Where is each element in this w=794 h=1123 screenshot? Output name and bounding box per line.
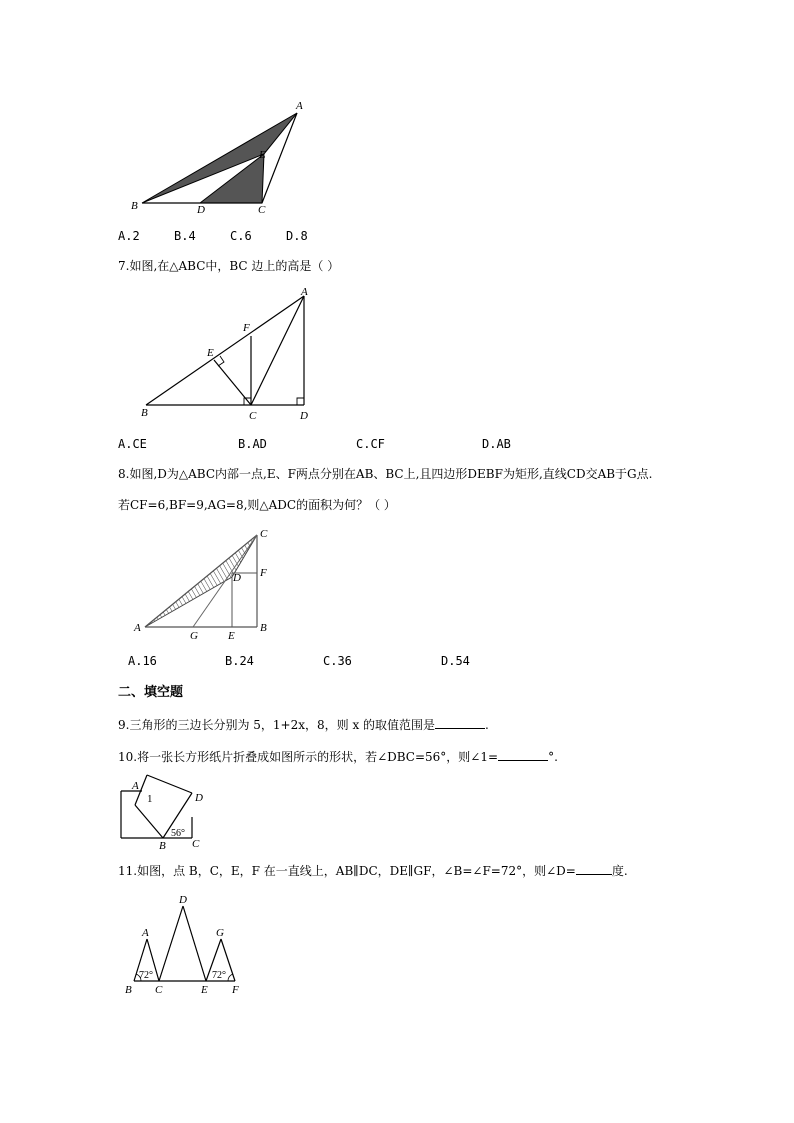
- q7-label-f: F: [243, 322, 250, 334]
- q8-option-d: D.54: [441, 654, 470, 668]
- q7-question: 7.如图,在△ABC中，BC 边上的高是（ ）: [118, 259, 340, 273]
- q6-option-c: C.6: [230, 229, 252, 243]
- q11-text-before: 11.如图，点 B，C，E，F 在一直线上，AB∥DC，DE∥GF，∠B=∠F=72°，则∠D=: [118, 864, 576, 878]
- q10-label-a: A: [132, 780, 139, 792]
- q6-label-e: E: [259, 149, 266, 161]
- q7-option-c: C.CF: [356, 437, 385, 451]
- q11-label-a: A: [142, 927, 149, 939]
- q7-label-a: A: [301, 286, 308, 298]
- q11-label-c: C: [155, 984, 163, 996]
- q9-text-before: 9.三角形的三边长分别为 5，1+2x，8，则 x 的取值范围是: [118, 718, 436, 732]
- q7-figure: [136, 286, 321, 426]
- q10-label-d: D: [195, 792, 203, 804]
- q7-label-b: B: [141, 407, 148, 419]
- q11-answer-blank[interactable]: [576, 862, 612, 875]
- q7-label-e: E: [207, 347, 214, 359]
- q10-text-after: °.: [548, 750, 558, 764]
- q11-text-after: 度.: [611, 864, 628, 878]
- section-heading-fill-in: 二、填空题: [118, 685, 184, 700]
- q9-question: [118, 716, 489, 733]
- q7-option-d: D.AB: [482, 437, 511, 451]
- q10-label-b: B: [159, 840, 166, 850]
- q7-option-a: A.CE: [118, 437, 147, 451]
- q6-label-b: B: [131, 200, 138, 212]
- q11-label-d: D: [179, 894, 187, 906]
- q9-answer-blank[interactable]: [435, 716, 485, 729]
- q7-option-b: B.AD: [238, 437, 267, 451]
- q11-label-g: G: [216, 927, 224, 939]
- q10-text-before: 10.将一张长方形纸片折叠成如图所示的形状，若∠DBC=56°，则∠1=: [118, 750, 499, 764]
- q8-option-b: B.24: [225, 654, 254, 668]
- q6-label-c: C: [258, 204, 266, 216]
- q6-label-d: D: [197, 204, 205, 216]
- q6-option-a: A.2: [118, 229, 140, 243]
- q8-figure: [130, 523, 275, 641]
- q10-answer-blank[interactable]: [498, 748, 548, 761]
- q10-label-c: C: [192, 838, 200, 850]
- q10-figure: [115, 772, 220, 850]
- q8-label-f: F: [260, 567, 267, 579]
- q11-angle-b: 72°: [139, 970, 153, 981]
- q10-label-1: 1: [147, 793, 153, 805]
- q8-label-b: B: [260, 622, 267, 634]
- q8-label-d: D: [233, 572, 241, 584]
- q11-label-f: F: [232, 984, 239, 996]
- q8-question-line1: 8.如图,D为△ABC内部一点,E、F两点分别在AB、BC上,且四边形DEBF为矩形,直线CD交AB于G点.: [118, 467, 653, 481]
- q8-label-a: A: [134, 622, 141, 634]
- q8-question-line2: 若CF=6,BF=9,AG=8,则△ADC的面积为何？（ ）: [118, 498, 396, 512]
- q7-label-c: C: [249, 410, 257, 422]
- q8-label-g: G: [190, 630, 198, 641]
- q8-option-c: C.36: [323, 654, 352, 668]
- q11-label-b: B: [125, 984, 132, 996]
- q6-option-b: B.4: [174, 229, 196, 243]
- q8-option-a: A.16: [128, 654, 157, 668]
- q10-question: [118, 748, 558, 765]
- q10-label-angle: 56°: [171, 828, 185, 839]
- q9-text-after: .: [485, 718, 489, 732]
- q8-label-c: C: [260, 528, 268, 540]
- q6-figure: [125, 98, 315, 216]
- q11-label-e: E: [201, 984, 208, 996]
- q8-label-e: E: [228, 630, 235, 641]
- q6-label-a: A: [296, 100, 303, 112]
- q7-label-d: D: [300, 410, 308, 422]
- q11-figure: [118, 890, 248, 998]
- q11-question: [118, 862, 628, 879]
- q6-option-d: D.8: [286, 229, 308, 243]
- q11-angle-f: 72°: [212, 970, 226, 981]
